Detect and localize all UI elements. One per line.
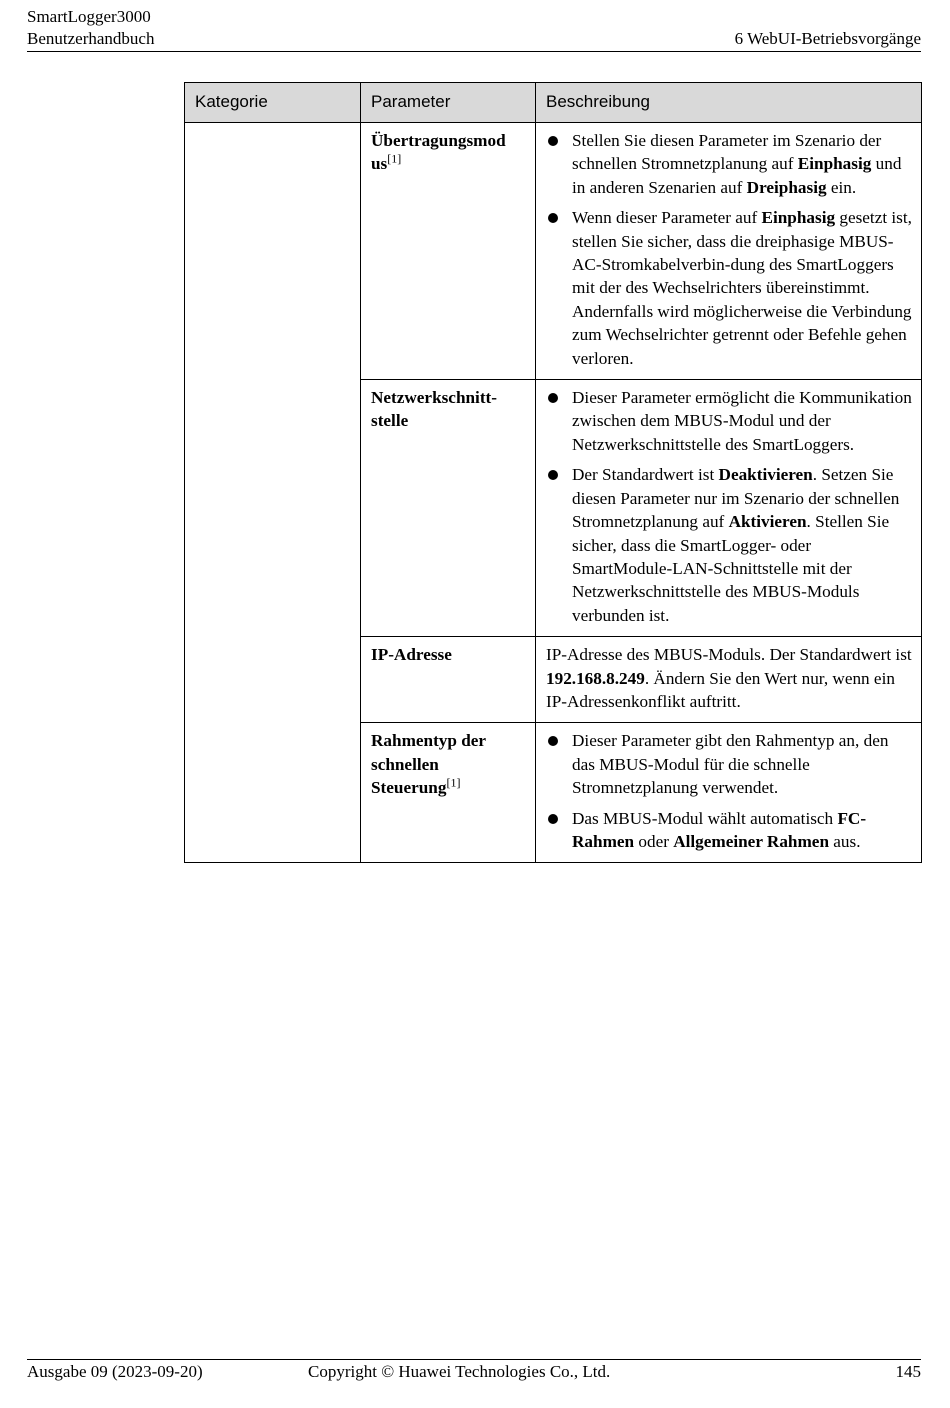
bullet-item	[546, 206, 912, 370]
text-run: aus.	[829, 831, 861, 851]
description-bullets	[546, 729, 912, 853]
parameter-cell	[361, 723, 536, 863]
table-row	[185, 123, 922, 380]
bullet-dot-icon	[548, 213, 558, 223]
parameter-name-continuation: us	[371, 154, 388, 174]
bullet-item	[546, 729, 912, 799]
text-run: ein.	[826, 177, 857, 197]
bold-term: 192.168.8.249	[546, 668, 645, 688]
product-name: SmartLogger3000	[27, 7, 151, 26]
bullet-dot-icon	[548, 736, 558, 746]
text-run: Das MBUS-Modul wählt automatisch	[572, 808, 838, 828]
footer-divider	[27, 1359, 921, 1360]
text-run: Wenn dieser Parameter auf	[572, 208, 762, 228]
text-run: oder	[634, 831, 674, 851]
text-run: Dieser Parameter ermöglicht die Kommunikation zwischen dem MBUS-Modul und der Netzwerkschnittstelle des SmartLoggers.	[572, 388, 912, 454]
text-run: . Setzen Sie diesen Parameter nur im Szenario der schnellen Stromnetzplanung auf	[572, 465, 900, 532]
column-header-beschreibung: Beschreibung	[536, 83, 922, 123]
footnote-marker: [1]	[446, 775, 461, 790]
parameter-cell	[361, 123, 536, 380]
parameter-table	[184, 82, 922, 863]
text-run: . Ändern Sie den Wert nur, wenn ein IP-Adressenkonflikt auftritt.	[546, 668, 895, 711]
parameter-name: IP-Adresse	[371, 645, 452, 665]
copyright: Copyright © Huawei Technologies Co., Ltd.	[308, 1362, 611, 1381]
column-header-kategorie: Kategorie	[185, 83, 361, 123]
text-run: Dieser Parameter gibt den Rahmentyp an, den das MBUS-Modul für die schnelle Stromnetzplanung verwendet.	[572, 731, 889, 798]
bold-term: Allgemeiner Rahmen	[673, 831, 829, 851]
table-header-row	[185, 83, 922, 123]
parameter-name: Netzwerkschnitt-	[371, 388, 498, 408]
bullet-item	[546, 129, 912, 199]
text-run: gesetzt ist, stellen Sie sicher, dass die dreiphasige MBUS-AC-Stromkabelverbin-dung des SmartLoggers mit der des Wechselrichters übereinstimmt. Andernfalls wird möglicherweise die Verbindung zum Wechselrichter getrennt oder Befehle gehen verloren.	[572, 208, 912, 368]
text-run: IP-Adresse des MBUS-Moduls. Der Standardwert ist	[546, 645, 912, 665]
category-cell	[185, 123, 361, 863]
text-run: . Stellen Sie sicher, dass die SmartLogger- oder SmartModule-LAN-Schnittstelle mit der Netzwerkschnittstelle des MBUS-Moduls verbunden ist.	[572, 512, 890, 625]
section-title: 6 WebUI-Betriebsvorgänge	[734, 29, 921, 48]
bullet-item	[546, 807, 912, 854]
text-run: Der Standardwert ist	[572, 465, 719, 485]
bullet-dot-icon	[548, 136, 558, 146]
bold-term: FC-Rahmen	[572, 808, 867, 851]
page-number: 145	[895, 1362, 921, 1381]
bullet-dot-icon	[548, 470, 558, 480]
parameter-cell	[361, 637, 536, 723]
parameter-name: Rahmentyp der schnellen Steuerung	[371, 731, 486, 798]
column-header-parameter: Parameter	[361, 83, 536, 123]
bullet-item	[546, 463, 912, 627]
page-header-left	[27, 6, 154, 50]
issue-date: Ausgabe 09 (2023-09-20)	[27, 1362, 203, 1381]
description-bullets	[546, 386, 912, 627]
bold-term: Dreiphasig	[746, 177, 827, 197]
bold-term: Aktivieren	[728, 512, 807, 532]
bold-term: Einphasig	[797, 154, 872, 174]
description-cell	[536, 723, 922, 863]
parameter-cell	[361, 380, 536, 637]
bullet-item	[546, 386, 912, 456]
footnote-marker: [1]	[387, 151, 402, 166]
document-type: Benutzerhandbuch	[27, 29, 155, 48]
parameter-name: Übertragungsmod	[371, 131, 506, 150]
description-bullets	[546, 129, 912, 370]
header-divider	[27, 51, 921, 52]
bullet-dot-icon	[548, 814, 558, 824]
description-text	[546, 643, 912, 713]
bold-term: Deaktivieren	[718, 465, 813, 485]
description-cell	[536, 380, 922, 637]
text-run: und in anderen Szenarien auf	[572, 154, 902, 197]
description-cell	[536, 123, 922, 380]
parameter-name-continuation: stelle	[371, 411, 409, 431]
description-cell	[536, 637, 922, 723]
text-run: Stellen Sie diesen Parameter im Szenario der schnellen Stromnetzplanung auf	[572, 131, 882, 174]
bullet-dot-icon	[548, 393, 558, 403]
bold-term: Einphasig	[761, 208, 836, 228]
